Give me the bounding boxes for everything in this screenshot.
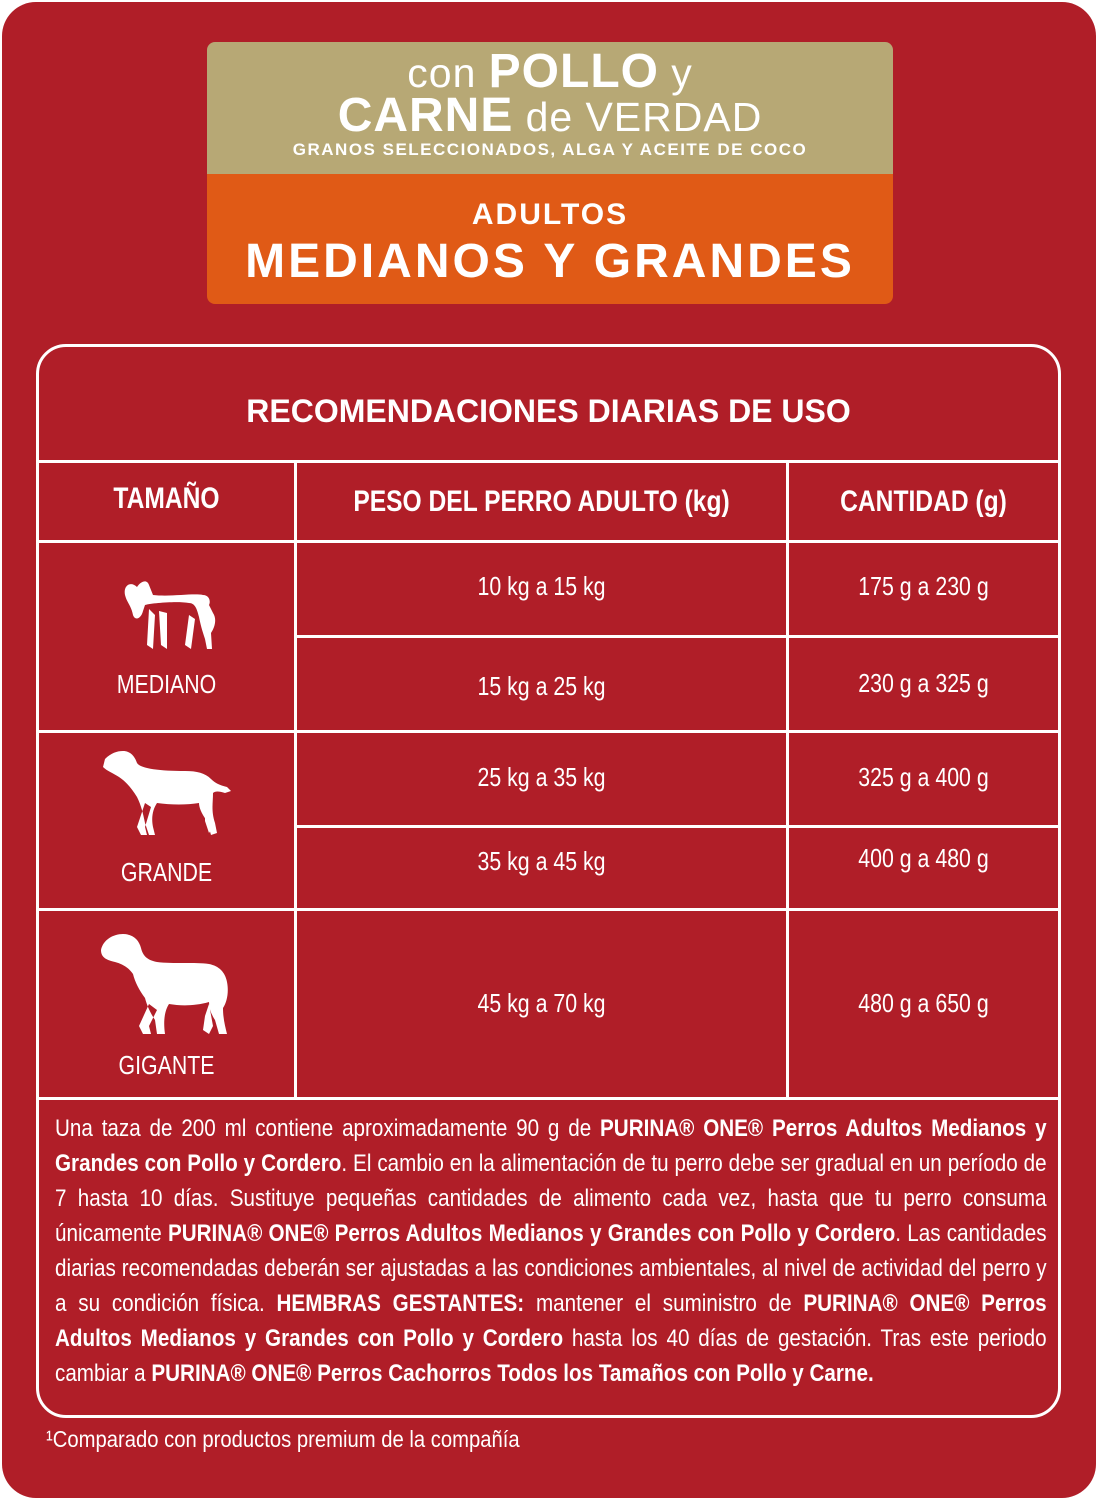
size-label: GIGANTE [118,1050,215,1080]
medium-dog-icon [123,575,219,651]
paragraph-text: mantener el suministro de [524,1290,804,1317]
table-divider [297,635,1058,638]
weight-cell: 35 kg a 45 kg [477,846,606,876]
paragraph-text: . Las cantidades diarias recomendadas deberán ser ajustadas a las condiciones ambientales, al nivel de actividad del perro y a su condición física. [55,1220,1047,1317]
header-size: TAMAÑO [113,482,220,515]
amount-cell: 400 g a 480 g [858,843,989,873]
large-dog-icon [101,747,235,839]
weight-cell: 45 kg a 70 kg [477,988,606,1018]
pollo-text: POLLO [488,45,659,98]
paragraph-bold: PURINA® ONE® Perros Adultos Medianos y Grandes con Pollo y Cordero [167,1220,896,1247]
table-divider [39,908,1058,911]
table-divider [39,460,1058,463]
weight-cell: 25 kg a 35 kg [477,762,606,792]
giant-dog-icon [99,930,233,1038]
table-title: RECOMENDACIONES DIARIAS DE USO [246,393,851,429]
usage-table [36,344,1061,1418]
header-weight: PESO DEL PERRO ADULTO (kg) [353,485,730,518]
amount-cell: 480 g a 650 g [858,988,989,1018]
size-banner [207,174,893,304]
amount-cell: 325 g a 400 g [858,762,989,792]
table-divider [297,825,1058,828]
package-panel [2,2,1096,1498]
paragraph-bold: PURINA® ONE® Perros Adultos Medianos y Grandes con Pollo y Cordero [55,1290,1047,1352]
table-divider [39,540,1058,543]
adultos-text: ADULTOS [471,198,629,231]
flavor-line-1 [207,45,893,98]
y-text: y [671,50,693,96]
size-label: GRANDE [120,857,213,887]
flavor-banner [207,42,893,174]
table-divider [294,460,297,1100]
footnote: ¹Comparado con productos premium de la compañía [46,1426,520,1452]
amount-cell: 230 g a 325 g [858,668,989,698]
header-amount: CANTIDAD (g) [840,485,1007,518]
table-divider [39,730,1058,733]
usage-paragraph [55,1111,1047,1391]
weight-cell: 15 kg a 25 kg [477,671,606,701]
weight-cell: 10 kg a 15 kg [477,571,606,601]
paragraph-bold: HEMBRAS GESTANTES: [276,1290,525,1317]
size-line-text: MEDIANOS Y GRANDES [245,235,855,288]
flavor-subtitle: GRANOS SELECCIONADOS, ALGA Y ACEITE DE COCO [292,140,808,159]
paragraph-text: hasta los 40 días de gestación. Tras este periodo cambiar a [55,1325,1047,1387]
paragraph-bold: PURINA® ONE® Perros Cachorros Todos los Tamaños con Pollo y Carne. [151,1360,874,1387]
table-divider [39,1097,1058,1100]
con-text: con [407,50,477,96]
size-label: MEDIANO [116,669,217,699]
verdad-text: VERDAD [585,94,763,140]
de-text: de [525,94,574,140]
paragraph-bold: PURINA® ONE® Perros Adultos Medianos y Grandes con Pollo y Cordero [55,1115,1047,1177]
carne-text: CARNE [337,89,514,142]
amount-cell: 175 g a 230 g [858,571,989,601]
flavor-line-2 [207,89,893,142]
table-divider [786,460,789,1100]
paragraph-text: Una taza de 200 ml contiene aproximadamente 90 g de [55,1115,601,1142]
paragraph-text: . El cambio en la alimentación de tu perro debe ser gradual en un período de 7 hasta 10 días. Sustituye pequeñas cantidades de alimento cada vez, hasta que tu perro consuma únicamente [55,1150,1047,1247]
